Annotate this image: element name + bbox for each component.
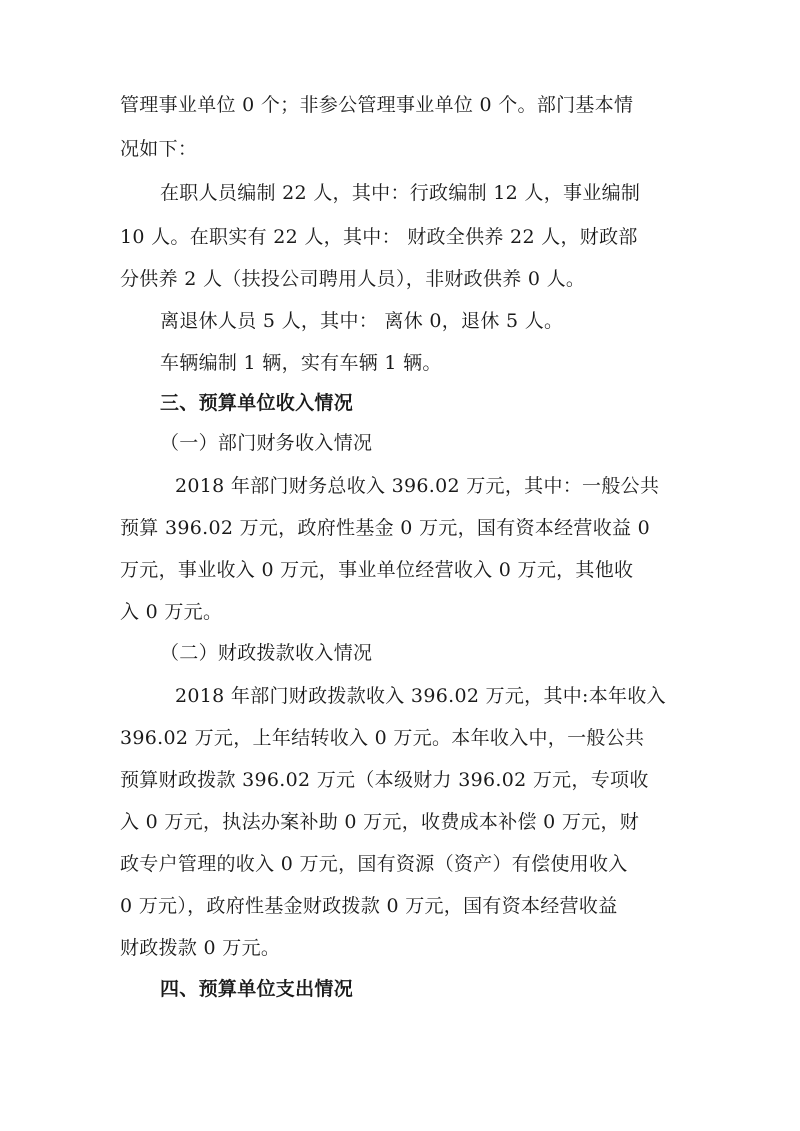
paragraph-line: 政专户管理的收入 0 万元，国有资源（资产）有偿使用收入 <box>120 853 628 875</box>
paragraph-line: 0 万元），政府性基金财政拨款 0 万元，国有资本经营收益 <box>120 895 618 917</box>
paragraph-line: 10 人。在职实有 22 人，其中： 财政全供养 22 人，财政部 <box>120 226 638 248</box>
paragraph-line: 车辆编制 1 辆，实有车辆 1 辆。 <box>160 352 442 374</box>
paragraph-line: 入 0 万元，执法办案补助 0 万元，收费成本补偿 0 万元，财 <box>120 811 640 833</box>
paragraph-line: 预算 396.02 万元，政府性基金 0 万元，国有资本经营收益 0 <box>120 517 651 539</box>
paragraph-line: 入 0 万元。 <box>120 601 223 623</box>
paragraph-line: 在职人员编制 22 人，其中：行政编制 12 人，事业编制 <box>160 182 641 204</box>
paragraph-line: 2018 年部门财政拨款收入 396.02 万元，其中:本年收入 <box>175 685 666 707</box>
subsection-heading-3-1: （一）部门财务收入情况 <box>160 432 373 454</box>
section-heading-3: 三、预算单位收入情况 <box>160 392 354 414</box>
paragraph-line: 预算财政拨款 396.02 万元（本级财力 396.02 万元，专项收 <box>120 769 649 791</box>
subsection-heading-3-2: （二）财政拨款收入情况 <box>160 642 373 664</box>
paragraph-line: 2018 年部门财务总收入 396.02 万元，其中：一般公共 <box>175 475 660 497</box>
paragraph-line: 离退休人员 5 人，其中： 离休 0，退休 5 人。 <box>160 310 564 332</box>
paragraph-line: 396.02 万元，上年结转收入 0 万元。本年收入中，一般公共 <box>120 727 645 749</box>
paragraph-line: 况如下： <box>120 138 198 160</box>
paragraph-line: 财政拨款 0 万元。 <box>120 937 281 959</box>
paragraph-line: 分供养 2 人（扶投公司聘用人员），非财政供养 0 人。 <box>120 268 586 290</box>
paragraph-line: 管理事业单位 0 个；非参公管理事业单位 0 个。部门基本情 <box>120 94 634 116</box>
paragraph-line: 万元，事业收入 0 万元，事业单位经营收入 0 万元，其他收 <box>120 559 634 581</box>
section-heading-4: 四、预算单位支出情况 <box>160 978 354 1000</box>
